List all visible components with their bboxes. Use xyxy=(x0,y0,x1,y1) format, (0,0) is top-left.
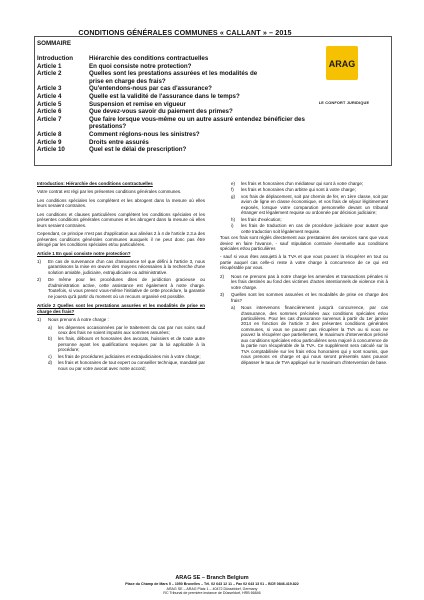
logo-caption: LE CONFORT JURIDIQUE xyxy=(318,101,370,105)
item-number: 2) xyxy=(220,273,225,279)
toc-article: Article 5 xyxy=(37,100,62,108)
footer-company: ARAG SE – Branch Belgium xyxy=(175,575,249,581)
toc-article: Article 6 xyxy=(37,108,62,116)
toc-row xyxy=(37,93,307,101)
table-of-contents xyxy=(37,55,307,154)
lettered-item xyxy=(231,181,388,186)
item-number: 3) xyxy=(220,292,225,298)
lettered-item xyxy=(231,187,388,192)
numbered-item xyxy=(220,274,388,290)
toc-title: Droits entre assurés xyxy=(89,138,149,146)
numbered-item xyxy=(37,317,205,322)
toc-row xyxy=(37,70,307,78)
item-letter: c) xyxy=(48,353,52,359)
toc-title: Que faire lorsque vous-même ou un autre assuré entendez bénéficier des xyxy=(89,115,305,123)
left-column xyxy=(37,181,205,372)
numbered-item xyxy=(220,292,388,303)
item-letter: f) xyxy=(231,187,234,193)
toc-article: Article 4 xyxy=(37,92,62,100)
toc-article: Article 3 xyxy=(37,85,62,93)
sub-item-list xyxy=(37,325,205,372)
toc-title: Quel est le délai de prescription? xyxy=(89,146,187,154)
toc-title: Quelles sont les prestations assurées et les modalités de xyxy=(89,70,258,78)
item-text: Nous prenons à notre charge : xyxy=(48,317,109,323)
item-text: les dépenses occasionnées par le traitement du cas par nos soins sauf ceux des frais ne soient imputés aux sommes assurées; xyxy=(58,324,205,335)
item-text: les frais et honoraires d'un médiateur qui sont à votre charge; xyxy=(241,181,364,186)
item-text: En cas de survenance d'un cas d'assurance tel que défini à l'article 3, nous garantissons la mise en œuvre des moyens nécessaires à la recherche d'une solution amiable, judiciaire, extrajudiciaire ou administrative. xyxy=(48,258,205,275)
paragraph: Tous ces frais sont réglés directement aux prestataires des services sans que vous deviez en faire l'avance, - sauf stipulation contraire éventuelle aux conditions spéciales et/ou particulières xyxy=(220,235,388,251)
item-text: les frais d'exécution; xyxy=(241,216,282,222)
right-column xyxy=(220,181,388,366)
lettered-item xyxy=(48,325,205,336)
intro-heading: Introduction: Hiérarchie des conditions contractuelles xyxy=(37,181,153,186)
toc-article: Article 1 xyxy=(37,62,62,70)
toc-title: Quelle est la validité de l'assurance dans le temps? xyxy=(89,92,240,100)
toc-row xyxy=(37,101,307,109)
toc-article: Introduction xyxy=(37,55,74,62)
item-number: 2) xyxy=(37,277,42,283)
paragraph: - sauf si vous êtes assujetti à la TVA et que vous pouvez la récupérer en tout ou partie auquel cas celle-ci reste à votre charge à concurrence de ce qui est récupérable par vous. xyxy=(220,254,388,271)
toc-row xyxy=(37,108,307,116)
item-text: les frais de procédures judiciaires et extrajudiciaires mis à votre charge; xyxy=(58,353,201,359)
item-text: Quelles sont les sommes assurées et les modalités de prise en charge des frais? xyxy=(231,292,388,303)
item-letter: a) xyxy=(231,305,236,311)
paragraph: Cependant, ce principe n'est pas d'application aux alinéas 2 à 4 de l'article 2.3.a des présentes conditions générales communes auxquels il ne peut donc pas être dérogé par les conditions spéciales et/ou particulières. xyxy=(37,231,205,248)
item-number: 1) xyxy=(37,258,42,264)
item-text: vos frais de déplacement, soit par chemin de fer, en 1ère classe, soit par avion de ligne en classe économique, et vos frais de séjour légitimement exposés, lorsque votre comparution personnelle devant un tribunal étranger est légalement requise ou ordonnée par décision judiciaire; xyxy=(241,193,388,216)
item-text: les frais, débours et honoraires des avocats, huissiers et de toute autre personne ayant les qualifications requises par la loi applicable à la procédure; xyxy=(58,336,205,353)
paragraph: Les conditions et clauses particulières complètent les conditions spéciales et les présentes conditions générales communes et les abrogent dans la mesure où elles leurs seraient contraires. xyxy=(37,211,205,228)
footer-registration: RC Tribunal de première instance de Düsseldorf, HRB 66846 xyxy=(163,591,261,596)
lettered-item xyxy=(48,336,205,352)
item-text: Nous intervenons financièrement jusqu'à concurrence, par cas d'assurance, des sommes précisées aux conditions spéciales et/ou particulières. Pour les cas d'assurance survenus à partir du 1er janvier 2014 en fonction de l'article 3 des présentes conditions générales communes, si vous ne pouvez pas récupérer la TVA ou si vous ne pouvez la récupérer que partiellement, le maximum d'intervention précisé aux conditions spéciales et/ou particulières sera majoré à concurrence de la partie non récupérable de la TVA. Ce supplément sera calculé sur la TVA comptabilisée sur les frais et/ou honoraires qui y sont soumis, que nous prenons en charge et qui nous seront présentés sans pouvoir dépasser le taux de TVA appliqué sur le maximum d'intervention de base. xyxy=(241,305,388,365)
lettered-item xyxy=(231,305,388,365)
item-text: les frais de traduction en cas de procédure judiciaire pour autant que cette traduction soit légalement requise. xyxy=(241,223,388,234)
item-text: De même pour les procédures dites de juridiction gracieuse ou d'administration active, cette assistance est également à notre charge. Toutefois, si vous prenez vous-même l'initiative de cette procédure, la garantie ne jouera qu'à partir du moment où un recours organisé est possible. xyxy=(48,277,205,299)
toc-row xyxy=(37,146,307,154)
item-letter: d) xyxy=(48,360,53,366)
footer-address: Place du Champ de Mars 5 – 1050 Bruxelles – Tél. 02 643 12 11 – Fax 02 643 13 01 – BCE 0846.419.822 xyxy=(125,582,299,586)
toc-title: prestations? xyxy=(89,123,127,131)
toc-row xyxy=(37,116,307,124)
item-letter: g) xyxy=(231,193,236,199)
toc-article: Article 10 xyxy=(37,146,65,154)
item-letter: e) xyxy=(231,181,236,186)
toc-article: Article 2 xyxy=(37,70,62,78)
toc-article: Article 8 xyxy=(37,130,62,138)
sub-item-list xyxy=(220,181,388,234)
summary-label: SOMMAIRE xyxy=(37,40,72,47)
toc-row xyxy=(37,78,307,86)
footer-parent-company: ARAG SE – ARAG Platz 1 – 40472 Düsseldorf, Germany xyxy=(166,586,258,591)
item-letter: i) xyxy=(231,223,234,229)
item-letter: b) xyxy=(48,336,53,342)
lettered-item xyxy=(231,194,388,216)
item-letter: a) xyxy=(48,324,53,330)
toc-row xyxy=(37,63,307,71)
toc-row xyxy=(37,85,307,93)
arag-logo-icon xyxy=(326,46,358,80)
toc-title: Que devez-vous savoir du paiement des primes? xyxy=(89,108,233,116)
toc-article xyxy=(37,123,89,131)
toc-article xyxy=(37,78,89,86)
sub-item-list xyxy=(220,305,388,365)
item-letter: h) xyxy=(231,216,236,222)
page-footer xyxy=(0,575,424,596)
toc-title: Comment réglons-nous les sinistres? xyxy=(89,130,200,138)
paragraph: Les conditions spéciales les complètent et les abrogent dans la mesure où elles leurs seraient contraires. xyxy=(37,197,205,209)
lettered-item xyxy=(231,223,388,234)
numbered-item xyxy=(37,259,205,275)
logo-text: ARAG xyxy=(328,59,356,69)
item-text: Nous ne prenons pas à notre charge les amendes et transactions pénales ni les frais destinés au fond des victimes d'actes intentionnels de violence mis à votre charge. xyxy=(231,273,388,290)
toc-row xyxy=(37,131,307,139)
article-2-heading: Article 2 Quelles sont les prestations assurées et les modalités de prise en charge des frais? xyxy=(37,303,205,314)
toc-title: En quoi consiste notre protection? xyxy=(89,62,192,70)
item-text: les frais et honoraires de tout expert ou conseiller technique, mandaté par nous ou par votre avocat avec notre accord; xyxy=(58,360,205,371)
lettered-item xyxy=(48,354,205,359)
item-number: 1) xyxy=(37,317,42,323)
toc-article: Article 9 xyxy=(37,138,62,146)
toc-title: prise en charge des frais? xyxy=(89,77,166,85)
article-1-heading: Article 1 En quoi consiste notre protection? xyxy=(37,250,131,256)
toc-title: Qu'entendons-nous par cas d'assurance? xyxy=(89,85,212,93)
content-columns xyxy=(37,181,390,565)
lettered-item xyxy=(48,360,205,371)
toc-row xyxy=(37,55,307,63)
document-title: CONDITIONS GÉNÉRALES COMMUNES « CALLANT » – 2015 xyxy=(78,28,292,37)
numbered-item xyxy=(37,277,205,299)
toc-title: Hiérarchie des conditions contractuelles xyxy=(89,55,209,62)
toc-row xyxy=(37,123,307,131)
toc-title: Suspension et remise en vigueur xyxy=(89,100,186,108)
lettered-item xyxy=(231,217,388,222)
item-text: les frais et honoraires d'un arbitre qui sont à votre charge; xyxy=(241,187,356,193)
paragraph: Votre contrat est régi par les présentes conditions générales communes. xyxy=(37,189,182,195)
toc-row xyxy=(37,139,307,147)
toc-article: Article 7 xyxy=(37,115,62,123)
